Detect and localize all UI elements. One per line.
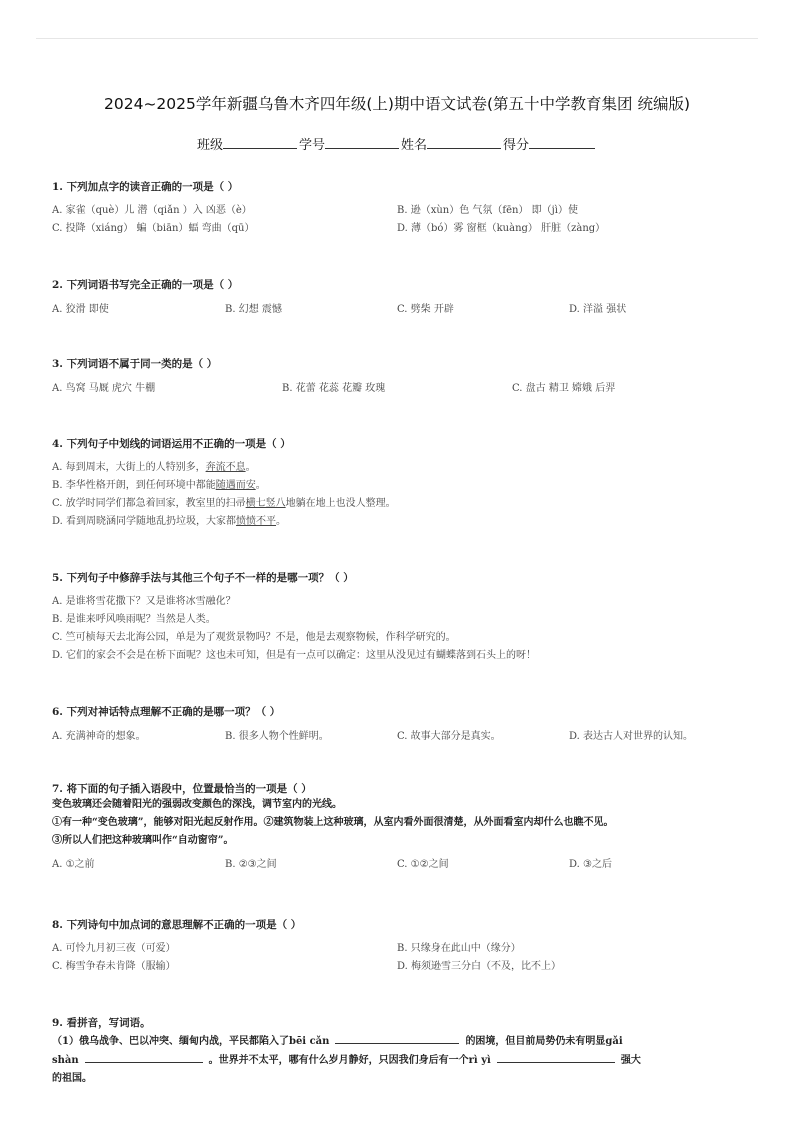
underlined-word: 愤愤不平 (236, 516, 277, 527)
question-4-stem: 4. 下列句子中划线的词语运用不正确的一项是（ ） (52, 438, 291, 450)
question-5-option-c[interactable]: C. 竺可桢每天去北海公园，单是为了观赏景物吗？不是，他是去观察物候，作科学研究的。 (52, 632, 456, 643)
question-4-option-c[interactable] (52, 495, 752, 513)
question-8-option-c[interactable]: C. 梅雪争春未肯降（服输） (52, 961, 176, 972)
score-blank[interactable] (529, 136, 595, 149)
question-7-stem: 7. 将下面的句子插入语段中，位置最恰当的一项是（ ） (52, 783, 312, 795)
underlined-word: 奔流不息 (205, 462, 246, 473)
question-2-option-b[interactable]: B. 幻想 震憾 (225, 304, 282, 315)
page-title: 2024~2025学年新疆乌鲁木齐四年级(上)期中语文试卷(第五十中学教育集团 统编版) (104, 95, 690, 113)
question-8-option-b[interactable]: B. 只缘身在此山中（缘分） (397, 943, 521, 954)
answer-blank-riyi[interactable] (497, 1051, 615, 1063)
header-divider (36, 38, 758, 39)
question-9-line-2 (52, 1051, 752, 1070)
name-blank[interactable] (427, 136, 501, 149)
question-2-option-a[interactable]: A. 狡滑 即使 (52, 304, 109, 315)
question-9-line-1 (52, 1032, 752, 1051)
option-text: C. 放学时同学们都急着回家，教室里的扫帚 (52, 498, 246, 509)
question-8-stem: 8. 下列诗句中加点词的意思理解不正确的一项是（ ） (52, 919, 302, 931)
question-1-option-d[interactable]: D. 薄（bó）雾 窗框（kuàng） 肝脏（zàng） (397, 223, 606, 234)
question-6-option-c[interactable]: C. 故事大部分是真实。 (397, 731, 501, 742)
student-info-line (0, 134, 794, 153)
passage-text: （1）俄乌战争、巴以冲突、缅甸内战，平民都陷入了bēi cǎn (52, 1036, 330, 1047)
passage-text: 强大 (620, 1055, 641, 1066)
option-text: A. 每到周末，大街上的人特别多， (52, 462, 206, 473)
question-7-option-b[interactable]: B. ②③之间 (225, 859, 277, 870)
answer-blank-beican[interactable] (335, 1032, 459, 1044)
question-4-option-b[interactable] (52, 477, 752, 495)
question-7-insert-sentence: 变色玻璃还会随着阳光的强弱改变颜色的深浅，调节室内的光线。 (52, 799, 342, 810)
student-id-blank[interactable] (325, 136, 399, 149)
option-text: B. 李华性格开朗，到任何环境中都能 (52, 480, 216, 491)
question-8-options-row-1 (52, 940, 752, 958)
score-field (503, 134, 597, 153)
question-9-stem: 9. 看拼音，写词语。 (52, 1017, 151, 1029)
question-6-options-row (52, 728, 752, 746)
question-5 (52, 571, 752, 665)
class-field (197, 134, 299, 153)
question-2-options-row (52, 301, 752, 319)
question-8-options-row-2 (52, 958, 752, 976)
question-5-stem: 5. 下列句子中修辞手法与其他三个句子不一样的是哪一项？（ ） (52, 572, 354, 584)
question-3-option-b[interactable]: B. 花蕾 花蕊 花瓣 玫瑰 (282, 383, 386, 394)
option-text: 。 (276, 516, 287, 527)
underlined-word: 随遇而安 (215, 480, 256, 491)
question-1-option-b[interactable]: B. 逊（xùn）色 气氛（fēn） 即（jì）使 (397, 205, 578, 216)
question-7-option-d[interactable]: D. ③之后 (569, 859, 612, 870)
question-3 (52, 357, 752, 398)
question-4-option-d[interactable] (52, 513, 752, 531)
class-blank[interactable] (223, 136, 297, 149)
question-8-option-a[interactable]: A. 可怜九月初三夜（可爱） (52, 943, 176, 954)
question-1 (52, 180, 752, 238)
question-1-option-c[interactable]: C. 投降（xiáng） 蝙（biān）蝠 弯曲（qū） (52, 223, 255, 234)
question-9 (52, 1016, 752, 1088)
question-1-options-row-2 (52, 220, 752, 238)
question-2-option-d[interactable]: D. 洋溢 强状 (569, 304, 627, 315)
score-label: 得分 (503, 138, 530, 153)
question-4 (52, 437, 752, 531)
question-2-option-c[interactable]: C. 劈柴 开辟 (397, 304, 454, 315)
answer-blank-gaishan[interactable] (85, 1051, 203, 1063)
question-3-option-a[interactable]: A. 鸟窝 马厩 虎穴 牛棚 (52, 383, 156, 394)
question-1-stem: 1. 下列加点字的读音正确的一项是（ ） (52, 181, 239, 193)
name-field (401, 134, 503, 153)
name-label: 姓名 (401, 138, 428, 153)
option-text: 。 (255, 480, 266, 491)
question-5-option-a[interactable]: A. 是谁将雪花撒下？又是谁将冰雪融化？ (52, 596, 236, 607)
question-8-option-d[interactable]: D. 梅须逊雪三分白（不及，比不上） (397, 961, 562, 972)
class-label: 班级 (196, 138, 223, 153)
question-7-options-row (52, 856, 752, 874)
option-text: 地躺在地上也没人整理。 (285, 498, 396, 509)
option-text: D. 看到周晓涵同学随地乱扔垃圾，大家都 (52, 516, 237, 527)
passage-text: 。世界并不太平，哪有什么岁月静好，只因我们身后有一个rì yì (208, 1055, 491, 1066)
question-7 (52, 782, 752, 874)
question-4-option-a[interactable] (52, 459, 752, 477)
question-1-options-row-1 (52, 202, 752, 220)
passage-text: shàn (52, 1055, 79, 1066)
question-7-passage-line-2: ③所以人们把这种玻璃叫作“自动窗帘”。 (52, 835, 234, 846)
question-5-option-b[interactable]: B. 是谁来呼风唤雨呢？当然是人类。 (52, 614, 216, 625)
question-6-stem: 6. 下列对神话特点理解不正确的是哪一项？（ ） (52, 706, 281, 718)
student-id-field (299, 134, 401, 153)
question-2-stem: 2. 下列词语书写完全正确的一项是（ ） (52, 279, 239, 291)
question-5-option-d[interactable]: D. 它们的家会不会是在桥下面呢？这也未可知，但是有一点可以确定：这里从没见过有蝴蝶落到石头上的呀！ (52, 650, 537, 661)
question-6-option-d[interactable]: D. 表达古人对世界的认知。 (569, 731, 694, 742)
question-3-stem: 3. 下列词语不属于同一类的是（ ） (52, 358, 218, 370)
question-2 (52, 278, 752, 319)
question-1-option-a[interactable]: A. 家雀（què）儿 潜（qiǎn ）入 凶恶（è） (52, 205, 252, 216)
question-8 (52, 918, 752, 976)
question-6 (52, 705, 752, 746)
passage-text: 的困境，但目前局势仍未有明显gǎi (465, 1036, 623, 1047)
question-6-option-a[interactable]: A. 充满神奇的想象。 (52, 731, 146, 742)
question-7-option-a[interactable]: A. ①之前 (52, 859, 95, 870)
question-3-option-c[interactable]: C. 盘古 精卫 嫦娥 后羿 (512, 383, 616, 394)
option-text: 。 (245, 462, 256, 473)
underlined-word: 横七竖八 (245, 498, 286, 509)
question-7-passage-line-1: ①有一种“变色玻璃”，能够对阳光起反射作用。②建筑物装上这种玻璃，从室内看外面很清楚，从外面看室内却什么也瞧不见。 (52, 817, 614, 828)
question-3-options-row (52, 380, 752, 398)
question-7-option-c[interactable]: C. ①②之间 (397, 859, 449, 870)
student-id-label: 学号 (298, 138, 325, 153)
question-9-line-3: 的祖国。 (52, 1073, 92, 1084)
question-6-option-b[interactable]: B. 很多人物个性鲜明。 (225, 731, 329, 742)
